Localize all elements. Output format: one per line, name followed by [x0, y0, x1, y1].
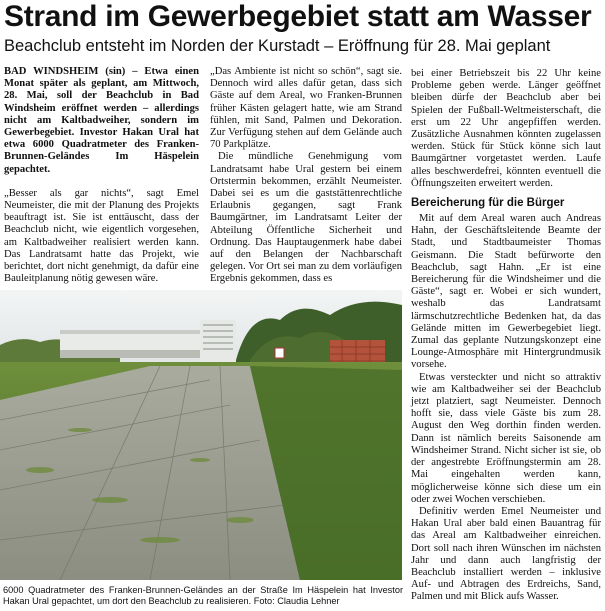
- body-paragraph: „Das Ambiente ist nicht so schön“, sagt sie. Dennoch wird alles dafür getan, dass sich Gäste auf dem Areal, wo Franken-Brunnen früher Kästen gelagert hatte, wie am Strand fühlen, mit Sand, Palmen und Dekoration. Zur Verfügung stehen auf dem Gelände auch 70 Parkplätze.: [210, 66, 402, 151]
- headline: Strand im Gewerbegebiet statt am Wasser: [4, 0, 592, 33]
- body-paragraph: bei einer Betriebszeit bis 22 Uhr keine Probleme geben werde. Länger geöffnet bleiben dürfe der Beachclub aber bei Spielen der Fußball-Weltmeisterschaft, die erst um 22 Uhr angepfiffen werden. Zusätzliche Ausnahmen könnten zugelassen werden. Stück für Stück könne sich laut Baumgärtner vorgetastet werden. Laufe alles beschwerdefrei, könnten eventuell die Öffnungszeiten erweitert werden.: [411, 68, 601, 189]
- body-paragraph: „Besser als gar nichts“, sagt Emel Neumeister, die mit der Planung des Projekts beauftragt ist. Sie ist enttäuscht, dass der Beachclub nicht, wie eigentlich vorgesehen, am Kaltbadweiher realisiert werden kann. Das Landratsamt hatte das Projekt, wie berichtet, dort nicht genehmigt, da dafür eine Bauleitplanung nötig gewesen wäre.: [4, 187, 199, 285]
- body-paragraph: Etwas versteckter und nicht so attraktiv wie am Kaltbadweiher sei der Beachclub jetzt platziert, sagt Neumeister. Dennoch hofft sie, dass viele Gäste bis zum 28. August den Weg dorthin finden werden. Dann ist nämlich bereits Saisonende am Windsheimer Strand. Nicht sicher ist sie, ob der angestrebte Eröffnungstermin am 28. Mai eingehalten werden kann, möglicherweise könne sich diese um ein oder zwei Wochen verschieben.: [411, 371, 601, 505]
- article-column-2: [210, 66, 402, 286]
- article-column-3: [411, 68, 601, 604]
- body-paragraph: Definitiv werden Emel Neumeister und Hakan Ural aber bald einen Bauantrag für das Areal am Kaltbadweiher einreichen. Dort soll nach ihren Wünschen im nächsten Jahr und dann auch langfristig der Beachclub installiert werden – inklusive Auf- und Abtragen des Erdreichs, Sand, Palmen und mit Blick aufs Wasser.: [411, 505, 601, 603]
- article-column-1: [4, 66, 199, 285]
- body-paragraph: Mit auf dem Areal waren auch Andreas Hahn, der Geschäftsleitende Beamte der Stadt, und Stadtbaumeister Thomas Geismann. Die Stadt befürworte den Beachclub, sagt Hahn. „Er ist eine Bereicherung für die Windsheimer und die Gäste“, sagt er. Wobei er sich wundert, weshalb das Landratsamt lärmschutzrechtliche Bedenken hat, da das Gelände mitten im Gewerbegebiet liegt. Zumal das geplante Nutzungskonzept eine Lounge-Atmosphäre mit Hintergrundmusik vorsehe.: [411, 213, 601, 371]
- lead-paragraph: BAD WINDSHEIM (sin) – Etwa einen Monat später als geplant, am Mittwoch, 28. Mai, soll der Beachclub in Bad Windsheim eröffnet werden – allerdings nicht am Kaltbadweiher, sondern im Gewerbegebiet. Investor Hakan Ural hat etwa 6000 Quadratmeter des Franken-Brunnen-Geländes Im Häspelein gepachtet.: [4, 66, 199, 175]
- body-paragraph: Die mündliche Genehmigung vom Landratsamt habe Ural gestern bei einem Ortstermin bekommen, erzählt Neumeister. Dabei sei es um die gaststättenrechtliche Erlaubnis gegangen, sagt Frank Baumgärtner, im Landratsamt Leiter der Abteilung Öffentliche Sicherheit und Ordnung. Das Hauptaugenmerk habe dabei auf den Belangen der Nachbarschaft gelegen. Vor Ort sei man zu dem vorläufigen Ergebnis gekommen, dass es: [210, 151, 402, 285]
- section-subheading: Bereicherung für die Bürger: [411, 197, 565, 210]
- subheadline: Beachclub entsteht im Norden der Kurstadt – Eröffnung für 28. Mai geplant: [4, 37, 551, 55]
- photo-caption: 6000 Quadratmeter des Franken-Brunnen-Geländes an der Straße Im Häspelein hat Investor Hakan Ural gepachtet, um dort den Beachclub zu realisieren. Foto: Claudia Lehner: [3, 585, 403, 607]
- article-photo: [0, 290, 402, 580]
